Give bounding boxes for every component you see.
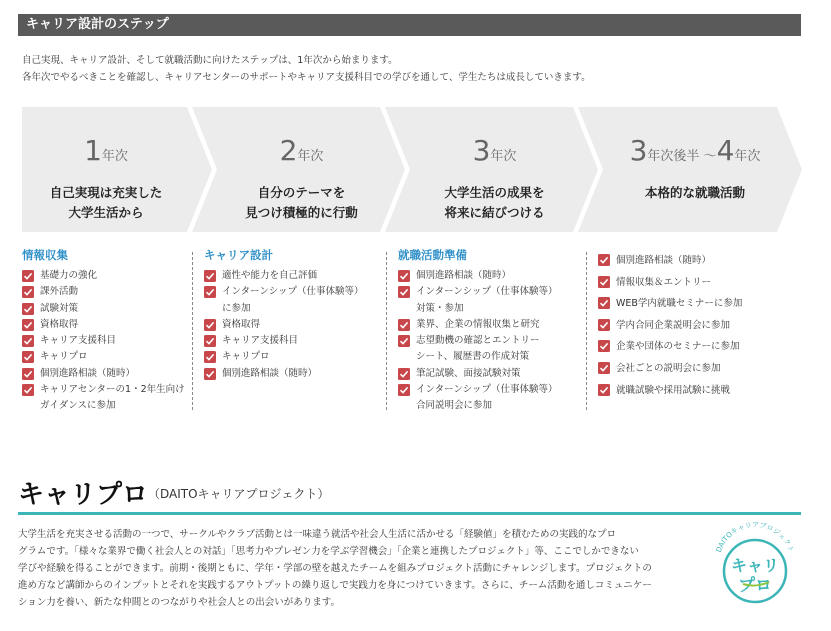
list-item-label: 情報収集＆エントリー [616,276,712,288]
list-item [204,333,384,349]
checkbox-checked-icon [398,286,410,298]
checkbox-checked-icon [398,368,410,380]
list-item-label: キャリプロ [40,351,88,363]
checkbox-checked-icon [204,335,216,347]
checkbox-checked-icon [598,297,610,309]
list-item [22,349,188,365]
step-4-description: 本格的な就職活動 [644,185,745,200]
list-item [598,380,798,402]
checkbox-checked-icon [598,254,610,266]
checkbox-checked-icon [22,351,34,363]
list-item [398,268,583,284]
column-title: キャリア設計 [204,248,273,262]
list-item [398,366,583,382]
list-item-label: 個別進路相談（随時） [616,255,712,266]
step-1 [22,107,190,232]
checkbox-checked-icon [598,319,610,331]
section-title: キャリア設計のステップ [26,17,169,32]
list-item [398,333,583,366]
list-item [598,250,798,272]
step-1-year [22,135,190,173]
list-item [204,317,384,333]
step-2-year [210,135,393,173]
step-3-year [402,135,587,173]
checkbox-checked-icon [204,270,216,282]
list-item-label: 試験対策 [40,302,79,314]
step-4-unit: 年次後半 ～ [647,149,717,164]
careerpro-description [18,526,704,611]
step-2-number: 2 [279,134,298,167]
checkbox-checked-icon [22,319,34,331]
step-1-number: 1 [84,134,102,167]
list-item [22,366,188,382]
list-item-label: 業界、企業の情報収集と研究 [416,318,540,330]
list-item-label: インターンシップ（仕事体験等） に参加 [222,286,364,314]
list-item-label: インターンシップ（仕事体験等） 対策・参加 [416,286,558,314]
list-item-label: WEB学内就職セミナーに参加 [616,298,743,310]
column-year-4 [598,250,798,401]
list-item-label: 適性や能力を自己評価 [222,270,318,281]
checkbox-checked-icon [598,362,610,374]
list-item-label: 就職試験や採用試験に挑戦 [616,384,731,396]
careerpro-title: キャリプロ [18,480,149,510]
list-item-label: 個別進路相談（随時） [222,367,318,379]
list-item [204,268,384,284]
step-3-description: 大学生活の成果を 将来に結びつける [444,185,545,220]
list-item [22,284,188,300]
step-4-number-2: 4 [716,134,735,167]
careerpro-line: グラムです。「様々な業界で働く社会人との対話」「思考力やプレゼン力を学ぶ学習機会」「企業と連携したプロジェクト」等、ここでしかできない [18,546,639,557]
list-item-label: 個別進路相談（随時） [416,270,512,281]
logo-text-top: キャリ [730,556,780,575]
list-item-label: キャリアセンターの1・2年生向けガイダンスに参加 [40,384,185,412]
svg-text:DAITOキャリアプロジェクト [715,521,795,553]
list-item-label: 志望動機の確認とエントリー シート、履歴書の作成対策 [416,335,540,363]
list-item-label: キャリア支援科目 [40,335,117,347]
list-item [22,317,188,333]
checkbox-checked-icon [598,276,610,288]
careerpro-line: 大学生活を充実させる活動の一つで、サークルやクラブ活動とは一味違う就活や社会人生活に活かせる「経験値」を積むための実践的なプロ [18,529,617,540]
list-item [598,315,798,337]
list-item-label: 企業や団体のセミナーに参加 [616,341,740,353]
list-item [204,284,384,317]
list-item-label: キャリア支援科目 [222,335,299,347]
list-item-label: 筆記試験、面接試験対策 [416,367,521,379]
list-item [22,268,188,284]
list-item [398,382,583,415]
intro-text [22,52,591,86]
checkbox-checked-icon [22,270,34,282]
list-item [598,336,798,358]
logo-text-bottom: プロ [738,576,772,596]
checkbox-checked-icon [398,384,410,396]
checkbox-checked-icon [598,340,610,352]
list-item-label: インターンシップ（仕事体験等） 合同説明会に参加 [416,384,558,412]
logo-ring-text: DAITOキャリアプロジェクト [714,521,796,554]
checkbox-checked-icon [22,303,34,315]
list-item-label: 課外活動 [40,286,79,298]
list-item [598,293,798,315]
column-title: 情報収集 [22,248,68,262]
step-2 [210,107,393,232]
step-3-number: 3 [472,134,491,167]
column-year-2 [204,248,384,382]
list-item-label: 資格取得 [222,318,261,330]
checkbox-checked-icon [398,319,410,331]
section-header [18,14,801,36]
checkbox-checked-icon [598,384,610,396]
checkbox-checked-icon [22,368,34,380]
column-divider [586,252,587,410]
step-1-description: 自己実現は充実した 大学生活から [49,185,163,220]
list-item-label: 個別進路相談（随時） [40,367,136,379]
step-3 [402,107,587,232]
step-4-year [600,135,790,173]
checkbox-checked-icon [22,384,34,396]
list-item-label: 会社ごとの説明会に参加 [616,362,721,374]
column-title: 就職活動準備 [398,248,467,262]
section-divider [18,512,801,515]
careerpro-line: 進め方など講師からのインプットとそれを実践するアウトプットの繰り返しで実践力を身につけていきます。さらに、チーム活動を通しコミュニケー [18,580,652,591]
column-divider [386,252,387,410]
list-item [204,366,384,382]
checkbox-checked-icon [204,368,216,380]
intro-line-1: 自己実現、キャリア設計、そして就職活動に向けたステップは、1年次から始まります。 [22,55,398,66]
checkbox-checked-icon [204,286,216,298]
column-year-1 [22,248,188,415]
column-divider [192,252,193,410]
list-item [598,358,798,380]
step-4-number: 3 [629,134,648,167]
list-item-label: 学内合同企業説明会に参加 [616,319,731,331]
step-2-unit: 年次 [297,149,324,164]
step-4-unit-2: 年次 [734,149,761,164]
list-item [22,333,188,349]
careerpro-line: ション力を養い、新たな仲間とのつながりや社会人との出会いがあります。 [18,597,341,608]
list-item [398,284,583,317]
list-item [22,301,188,317]
checkbox-checked-icon [398,335,410,347]
checkbox-checked-icon [22,286,34,298]
list-item-label: 基礎力の強化 [40,270,98,281]
list-item [398,317,583,333]
checkbox-checked-icon [204,351,216,363]
checkbox-checked-icon [398,270,410,282]
list-item [22,382,188,415]
step-arrows [22,107,802,232]
step-1-unit: 年次 [101,149,128,164]
list-item [204,349,384,365]
careerpro-line: 学びや経験を得ることができます。前期・後期ともに、学年・学部の壁を越えたチームを組みプロジェクト活動にチャレンジします。プロジェクトの [18,563,652,574]
checkbox-checked-icon [204,319,216,331]
intro-line-2: 各年次でやるべきことを確認し、キャリアセンターのサポートやキャリア支援科目での学びを通して、学生たちは成長していきます。 [22,72,591,83]
step-3-unit: 年次 [490,149,517,164]
step-4 [600,107,790,232]
list-item-label: キャリプロ [222,351,270,363]
careerpro-logo [705,515,805,615]
list-item-label: 資格取得 [40,318,79,330]
careerpro-subtitle: （DAITOキャリアプロジェクト） [148,487,330,501]
checkbox-checked-icon [22,335,34,347]
list-item [598,272,798,294]
column-year-3 [398,248,583,415]
step-2-description: 自分のテーマを 見つけ積極的に行動 [245,185,358,220]
